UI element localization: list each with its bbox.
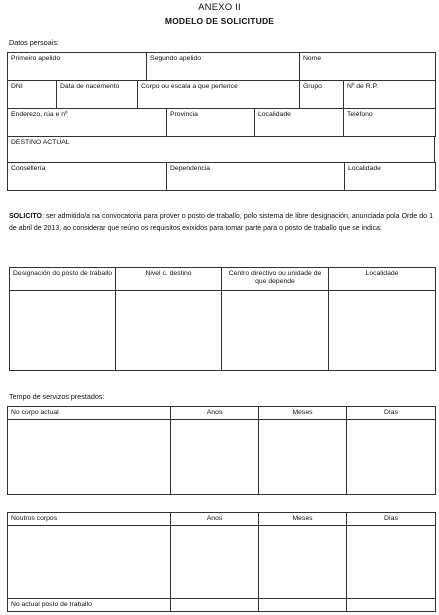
personal-row-address (7, 108, 436, 137)
provincia-field[interactable] (167, 109, 255, 137)
services-table-other (7, 512, 436, 612)
data-nacemento-label: Data de nacemento (60, 83, 120, 90)
services1-col-meses-label: Meses (292, 409, 313, 416)
services2-col-meses (259, 513, 347, 526)
posto-cell-designacion[interactable] (10, 291, 116, 371)
nrp-label: Nº de R.P. (347, 83, 379, 90)
consellaria-label: Consellería (11, 165, 46, 172)
services1-col-dias (347, 407, 436, 420)
services1-col-corpo (8, 407, 171, 420)
services2-col-anos-label: Anos (206, 515, 223, 522)
primeiro-apelido-field[interactable] (8, 53, 147, 81)
services2-col-corpo-label: Noutros corpos (11, 515, 58, 522)
services2-cell-dias[interactable] (347, 526, 436, 599)
posto-col-nivel (116, 268, 222, 291)
localidade-destino-field[interactable] (345, 163, 436, 191)
posto-col-localidade (329, 268, 436, 291)
services2-col-anos (171, 513, 259, 526)
posto-col-centro-label: Centro directivo ou unidade de que depende (228, 270, 322, 285)
posto-col-centro (222, 268, 329, 291)
destino-actual-row (7, 136, 435, 163)
services-current-post-label: No actual posto de traballo (11, 601, 92, 608)
services1-col-anos-label: Anos (206, 409, 223, 416)
grupo-label: Grupo (303, 83, 322, 90)
telefono-field[interactable] (344, 109, 436, 137)
corpo-escala-label: Corpo ou escala a que pertence (141, 83, 238, 90)
services2-col-corpo (8, 513, 171, 526)
destino-actual-field (8, 137, 435, 163)
corpo-escala-field[interactable] (138, 81, 300, 109)
provincia-label: Provincia (170, 111, 198, 118)
nrp-field[interactable] (344, 81, 436, 109)
localidade-field[interactable] (255, 109, 344, 137)
request-paragraph (9, 211, 433, 234)
segundo-apelido-label: Segundo apelido (150, 55, 202, 62)
dni-field[interactable] (8, 81, 57, 109)
consellaria-field[interactable] (8, 163, 167, 191)
dependencia-label: Dependencia (170, 165, 211, 172)
nome-field[interactable] (300, 53, 436, 81)
destino-actual-label: DESTINO ACTUAL (11, 139, 70, 146)
request-text: : ser admitido/a na convocatoria para prover o posto de traballo, polo sistema de libre designación, anunciada pola Orde do 1 de abril de 2013, ao considerar que reúno os requisitos exixidos para tomar parte para o posto de traballo que se indica: (9, 213, 433, 232)
services1-cell-anos[interactable] (171, 420, 259, 495)
services1-cell-dias[interactable] (347, 420, 436, 495)
services1-col-corpo-label: No corpo actual (11, 409, 59, 416)
services1-col-dias-label: Días (384, 409, 398, 416)
posto-cell-nivel[interactable] (116, 291, 222, 371)
services2-col-dias-label: Días (384, 515, 398, 522)
form-title: MODELO DE SOLICITUDE (164, 16, 275, 26)
posto-col-nivel-label: Nivel c. destino (145, 270, 192, 277)
primeiro-apelido-label: Primeiro apelido (11, 55, 61, 62)
nome-label: Nome (303, 55, 322, 62)
posto-col-designacion (10, 268, 116, 291)
services-current-post-cell (8, 599, 171, 612)
personal-data-label: Datos persoais: (9, 38, 59, 47)
dni-label: DNI (11, 83, 23, 90)
enderezo-label: Enderezo, rúa e nº (11, 111, 68, 118)
personal-row-names (7, 52, 436, 81)
data-nacemento-field[interactable] (57, 81, 138, 109)
personal-row-ids (7, 80, 436, 109)
enderezo-field[interactable] (8, 109, 167, 137)
services2-cell-anos[interactable] (171, 526, 259, 599)
services1-col-anos (171, 407, 259, 420)
request-keyword: SOLICITO (9, 213, 42, 220)
posto-table (9, 267, 436, 371)
posto-col-localidade-label: Localidade (365, 270, 399, 277)
services1-col-meses (259, 407, 347, 420)
segundo-apelido-field[interactable] (147, 53, 300, 81)
grupo-field[interactable] (300, 81, 344, 109)
posto-cell-localidade[interactable] (329, 291, 436, 371)
services1-cell-corpo[interactable] (8, 420, 171, 495)
dependencia-field[interactable] (167, 163, 345, 191)
services3-cell-meses[interactable] (259, 599, 347, 612)
localidade-destino-label: Localidade (348, 165, 381, 172)
services-label: Tempo de servizos prestados: (9, 392, 105, 401)
services3-cell-anos[interactable] (171, 599, 259, 612)
services2-cell-meses[interactable] (259, 526, 347, 599)
destino-detail-row (7, 162, 436, 191)
posto-col-designacion-label: Designación do posto de traballo (13, 270, 112, 277)
telefono-label: Teléfono (347, 111, 373, 118)
services1-cell-meses[interactable] (259, 420, 347, 495)
services-table-current (7, 406, 436, 495)
posto-cell-centro[interactable] (222, 291, 329, 371)
services3-cell-dias[interactable] (347, 599, 436, 612)
annex-label: ANEXO II (198, 2, 241, 13)
services2-cell-corpo[interactable] (8, 526, 171, 599)
services2-col-dias (347, 513, 436, 526)
localidade-label: Localidade (258, 111, 291, 118)
services2-col-meses-label: Meses (292, 515, 313, 522)
